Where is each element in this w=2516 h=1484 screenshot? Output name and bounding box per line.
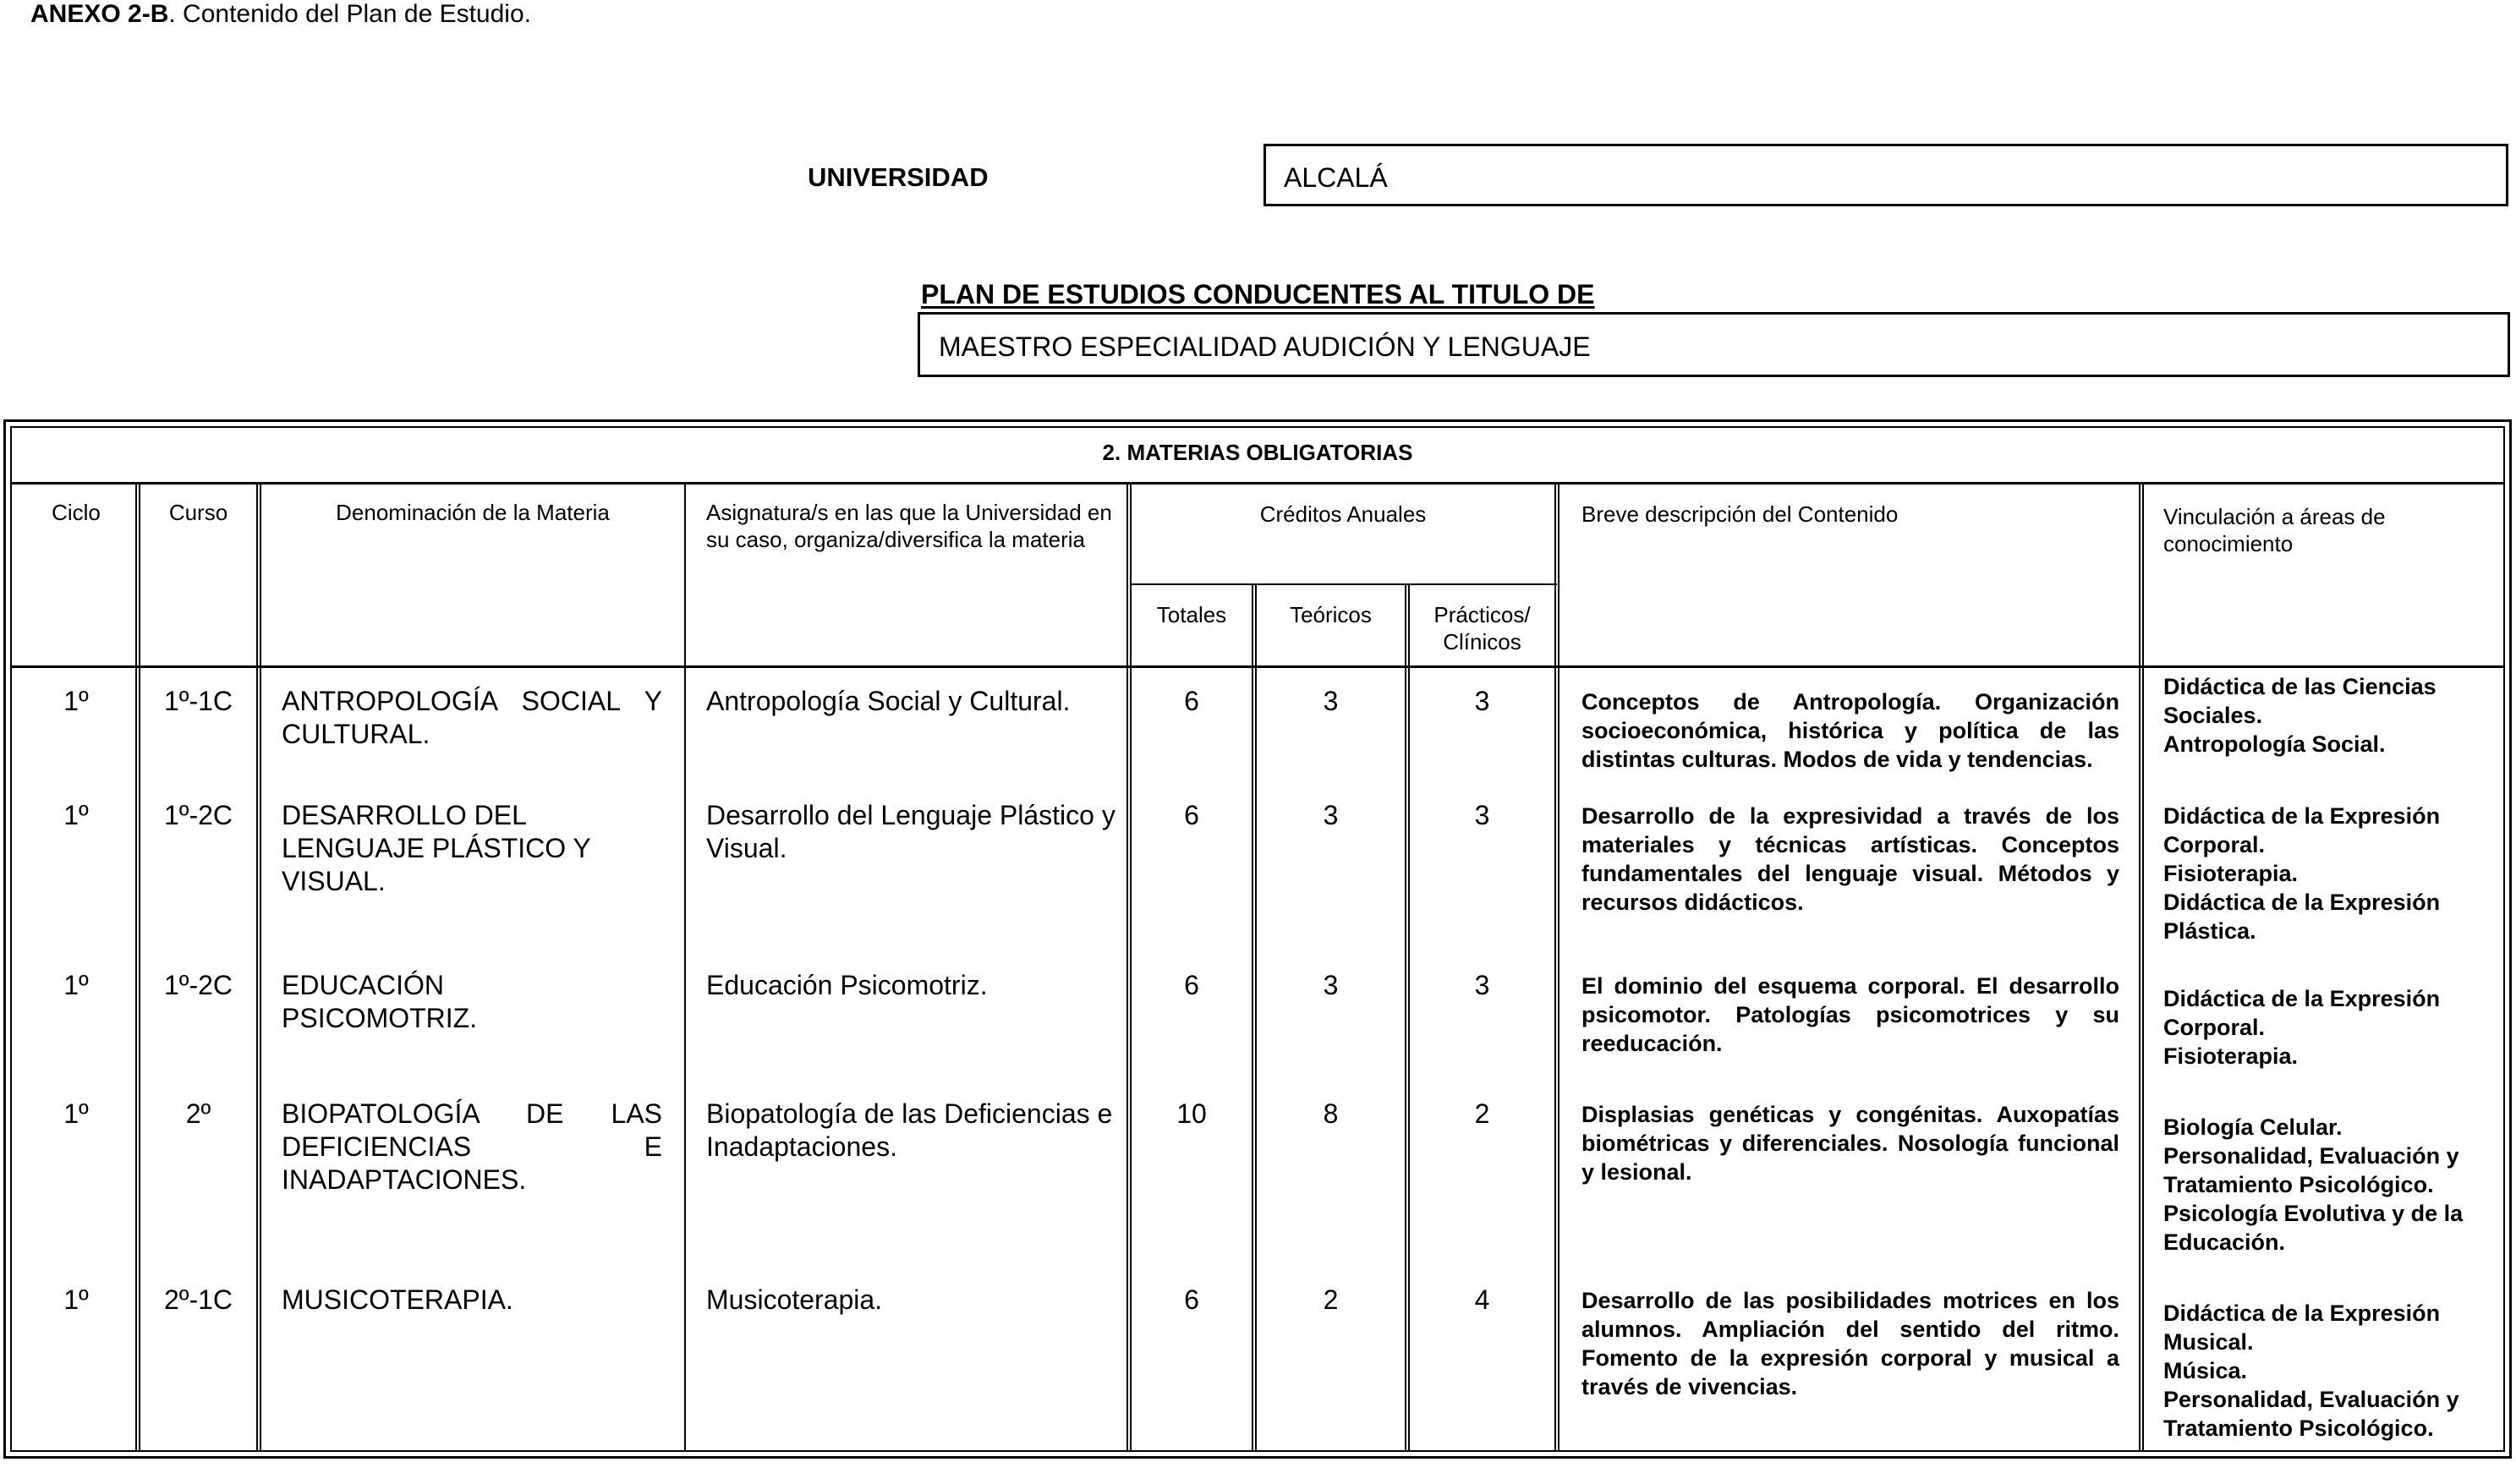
header-ciclo: Ciclo [52, 500, 101, 525]
header-body-divider [10, 665, 2505, 668]
row4-materia: BIOPATOLOGÍA DE LAS DEFICIENCIAS E INADAPTACIONES. [282, 1098, 662, 1195]
annex-subtitle: . Contenido del Plan de Estudio. [168, 0, 531, 28]
row4-ciclo: 1º [63, 1098, 89, 1129]
table-title: 2. MATERIAS OBLIGATORIAS [1102, 440, 1413, 465]
plan-value: MAESTRO ESPECIALIDAD AUDICIÓN Y LENGUAJE [939, 331, 1591, 362]
row4-descripcion: Displasias genéticas y congénitas. Auxopatías biométricas y diferenciales. Nosología funcional y lesional. [1581, 1102, 2119, 1185]
row3-curso: 1º-2C [163, 970, 233, 1000]
row2-totales: 6 [1184, 800, 1199, 830]
annex-label: ANEXO 2-B [30, 0, 169, 28]
row1-vinculacion [2163, 672, 2502, 758]
row5-materia: MUSICOTERAPIA. [282, 1284, 513, 1315]
row3-totales: 6 [1184, 970, 1199, 1000]
row2-asignatura: Desarrollo del Lenguaje Plástico y Visual. [706, 800, 1115, 863]
row1-descripcion: Conceptos de Antropología. Organización socioeconómica, histórica y política de las distintas culturas. Modos de vida y tendencias. [1581, 689, 2119, 772]
row4-practicos: 2 [1474, 1098, 1490, 1129]
row1-totales: 6 [1184, 686, 1199, 716]
row5-curso: 2º-1C [163, 1284, 233, 1315]
row2-materia: DESARROLLO DEL LENGUAJE PLÁSTICO Y VISUAL. [282, 800, 591, 896]
row5-vinculacion-item: Didáctica de la Expresión Musical. [2163, 1301, 2441, 1355]
row2-vinculacion-item: Didáctica de la Expresión Corporal. [2163, 803, 2441, 857]
col-divider-materia [684, 484, 686, 1452]
row4-totales: 10 [1176, 1098, 1207, 1129]
row5-practicos: 4 [1474, 1284, 1490, 1315]
row1-ciclo: 1º [63, 686, 89, 716]
row3-ciclo: 1º [63, 970, 89, 1000]
row5-descripcion: Desarrollo de las posibilidades motrices en los alumnos. Ampliación del sentido del ritmo. Fomento de la expresión corporal y musical a través de vivencias. [1581, 1288, 2119, 1399]
row4-vinculacion [2163, 1113, 2485, 1257]
row3-practicos: 3 [1474, 970, 1490, 1000]
row4-vinculacion-item: Personalidad, Evaluación y Tratamiento Psicológico. [2163, 1143, 2459, 1197]
header-practicos: Prácticos/ Clínicos [1433, 602, 1531, 654]
university-value: ALCALÁ [1284, 162, 1388, 193]
row3-materia: EDUCACIÓN PSICOMOTRIZ. [282, 970, 478, 1033]
row4-vinculacion-item: Biología Celular. [2163, 1114, 2343, 1140]
header-curso: Curso [168, 500, 228, 525]
header-asignatura: Asignatura/s en las que la Universidad en su caso, organiza/diversifica la materia [706, 500, 1112, 552]
header-vinculacion: Vinculación a áreas de conocimiento [2163, 504, 2386, 556]
row2-vinculacion-item: Didáctica de la Expresión Plástica. [2163, 890, 2441, 944]
row3-asignatura: Educación Psicomotriz. [706, 970, 988, 1000]
row2-vinculacion [2163, 802, 2502, 945]
row4-teoricos: 8 [1323, 1098, 1339, 1129]
annex-heading [30, 0, 531, 29]
row1-teoricos: 3 [1323, 686, 1339, 716]
row4-curso: 2º [185, 1098, 211, 1129]
row2-curso: 1º-2C [163, 800, 233, 830]
row5-vinculacion [2163, 1299, 2502, 1443]
row1-practicos: 3 [1474, 686, 1490, 716]
row5-teoricos: 2 [1323, 1284, 1339, 1315]
col-divider-descripcion [2139, 484, 2144, 1452]
row4-asignatura: Biopatología de las Deficiencias e Inadaptaciones. [706, 1098, 1113, 1162]
row3-vinculacion-item: Fisioterapia. [2163, 1043, 2299, 1069]
header-descripcion: Breve descripción del Contenido [1581, 501, 1899, 527]
col-divider-creditos [1554, 484, 1559, 1452]
row2-ciclo: 1º [63, 800, 89, 830]
row1-materia: ANTROPOLOGÍA SOCIAL Y CULTURAL. [282, 686, 662, 749]
row3-vinculacion-item: Didáctica de la Expresión Corporal. [2163, 986, 2441, 1040]
row5-vinculacion-item: Personalidad, Evaluación y Tratamiento Psicológico. [2163, 1387, 2459, 1441]
row5-asignatura: Musicoterapia. [706, 1284, 883, 1315]
row2-descripcion: Desarrollo de la expresividad a través de los materiales y técnicas artísticas. Conceptos fundamentales del lenguaje visual. Métodos y recursos didácticos. [1581, 803, 2119, 915]
plan-label: PLAN DE ESTUDIOS CONDUCENTES AL TITULO DE [921, 279, 1595, 309]
row2-vinculacion-item: Fisioterapia. [2163, 861, 2299, 886]
credits-subheader-divider [1130, 583, 1557, 585]
row1-asignatura: Antropología Social y Cultural. [706, 686, 1071, 716]
row4-vinculacion-item: Psicología Evolutiva y de la Educación. [2163, 1201, 2464, 1255]
row2-teoricos: 3 [1323, 800, 1339, 830]
row1-curso: 1º-1C [163, 686, 233, 716]
row5-vinculacion-item: Música. [2163, 1358, 2248, 1383]
header-creditos: Créditos Anuales [1259, 501, 1427, 527]
row5-ciclo: 1º [63, 1284, 89, 1315]
col-divider-curso [256, 484, 261, 1452]
title-divider [10, 482, 2505, 485]
row3-vinculacion [2163, 984, 2502, 1071]
header-denominacion: Denominación de la Materia [336, 500, 610, 525]
row1-vinculacion-item: Antropología Social. [2163, 731, 2386, 757]
row1-vinculacion-item: Didáctica de las Ciencias Sociales. [2163, 674, 2437, 728]
university-label: UNIVERSIDAD [808, 162, 989, 192]
row3-teoricos: 3 [1323, 970, 1339, 1000]
row3-descripcion: El dominio del esquema corporal. El desarrollo psicomotor. Patologías psicomotrices y su reeducación. [1581, 973, 2119, 1056]
row5-totales: 6 [1184, 1284, 1199, 1315]
header-teoricos: Teóricos [1290, 602, 1372, 627]
header-totales: Totales [1156, 602, 1227, 627]
university-box [1263, 144, 2508, 206]
row2-practicos: 3 [1474, 800, 1490, 830]
